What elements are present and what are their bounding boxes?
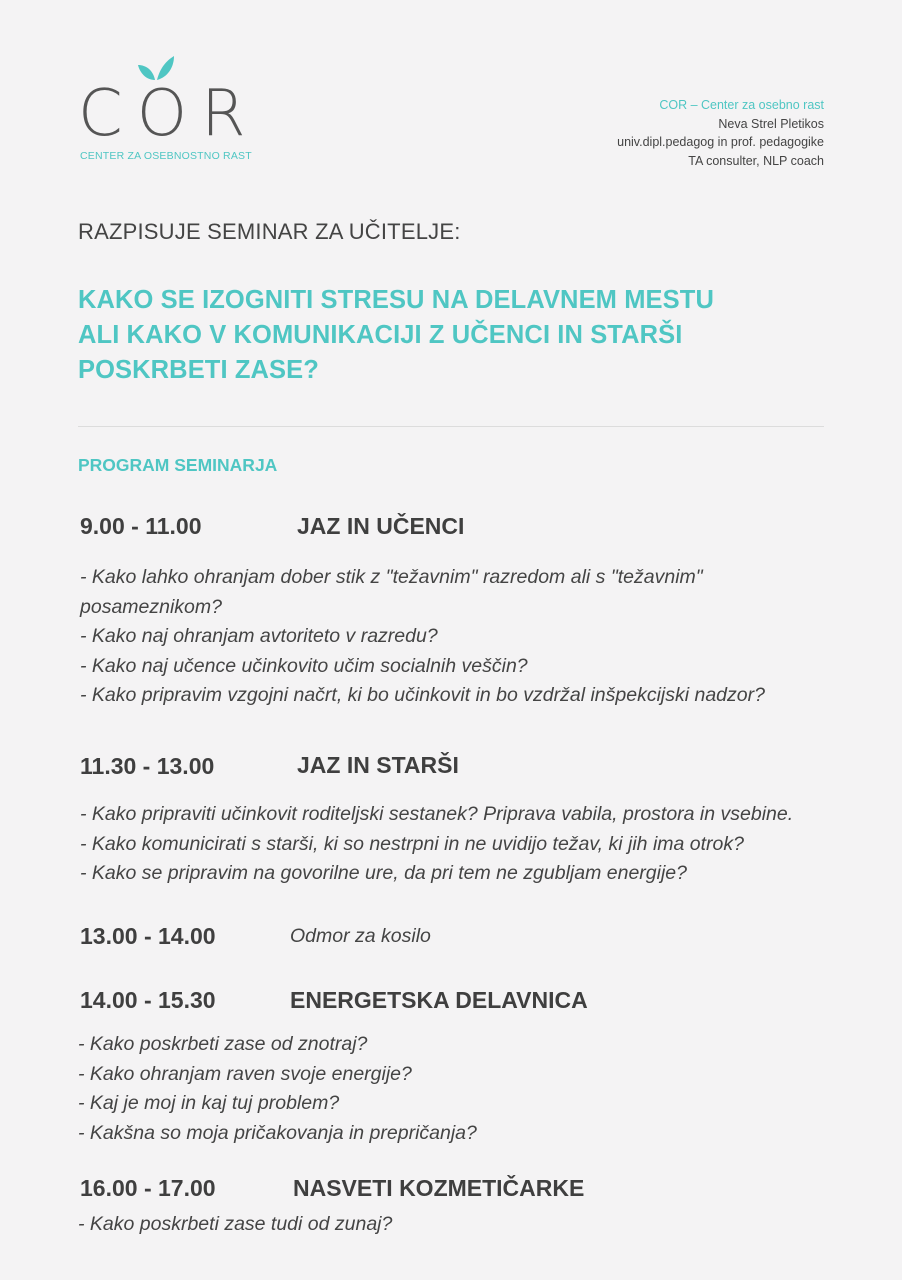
contact-role: TA consulter, NLP coach xyxy=(688,153,824,168)
title-line: POSKRBETI ZASE? xyxy=(78,356,319,384)
session-bullets xyxy=(78,1210,392,1240)
bullet-item: - Kako poskrbeti zase od znotraj? xyxy=(78,1033,368,1055)
session-time: 16.00 - 17.00 xyxy=(80,1175,216,1201)
bullet-item: - Kakšna so moja pričakovanja in prepričanja? xyxy=(78,1121,477,1144)
session-time: 14.00 - 15.30 xyxy=(80,987,216,1013)
session-title: ENERGETSKA DELAVNICA xyxy=(290,987,588,1013)
bullet-item: - Kako lahko ohranjam dober stik z "težavnim" razredom ali s "težavnim" xyxy=(80,566,703,588)
cor-logo xyxy=(78,54,278,174)
bullet-item: - Kaj je moj in kaj tuj problem? xyxy=(78,1092,340,1114)
session-bullets xyxy=(80,800,793,889)
session-title: NASVETI KOZMETIČARKE xyxy=(293,1175,585,1201)
bullet-item: posameznikom? xyxy=(80,595,222,618)
logo-subtitle: CENTER ZA OSEBNOSTNO RAST xyxy=(80,150,252,162)
session-time: 13.00 - 14.00 xyxy=(80,923,216,949)
program-heading: PROGRAM SEMINARJA xyxy=(78,455,278,475)
session-bullets xyxy=(78,1030,477,1148)
bullet-item: - Kako naj učence učinkovito učim socialnih veščin? xyxy=(80,654,528,677)
session-bullets xyxy=(80,563,765,711)
session-title: JAZ IN UČENCI xyxy=(297,513,465,539)
divider xyxy=(78,426,824,427)
bullet-item: - Kako se pripravim na govorilne ure, da pri tem ne zgubljam energije? xyxy=(80,862,687,884)
session-note: Odmor za kosilo xyxy=(290,925,431,947)
contact-organization: COR – Center za osebno rast xyxy=(659,98,824,112)
bullet-item: - Kako pripraviti učinkovit roditeljski sestanek? Priprava vabila, prostora in vsebine. xyxy=(80,803,794,825)
session-time: 9.00 - 11.00 xyxy=(80,513,202,539)
logo-wordmark: COR xyxy=(78,77,260,151)
session-title: JAZ IN STARŠI xyxy=(297,752,459,778)
bullet-item: - Kako ohranjam raven svoje energije? xyxy=(78,1062,412,1085)
seminar-title xyxy=(78,283,838,388)
bullet-item: - Kako komunicirati s starši, ki so nestrpni in ne uvidijo težav, ki jih ima otrok? xyxy=(80,832,744,855)
session-time: 11.30 - 13.00 xyxy=(80,753,215,779)
contact-name: Neva Strel Pletikos xyxy=(718,116,824,131)
contact-degree: univ.dipl.pedagog in prof. pedagogike xyxy=(617,135,824,149)
bullet-item: - Kako poskrbeti zase tudi od zunaj? xyxy=(78,1213,393,1235)
bullet-item: - Kako naj ohranjam avtoriteto v razredu? xyxy=(80,625,438,647)
title-line: KAKO SE IZOGNITI STRESU NA DELAVNEM MESTU xyxy=(78,286,714,314)
title-line: ALI KAKO V KOMUNIKACIJI Z UČENCI IN STARŠI xyxy=(78,321,683,349)
intro-line: RAZPISUJE SEMINAR ZA UČITELJE: xyxy=(78,219,461,244)
bullet-item: - Kako pripravim vzgojni načrt, ki bo učinkovit in bo vzdržal inšpekcijski nadzor? xyxy=(80,684,765,706)
contact-block xyxy=(617,96,824,170)
